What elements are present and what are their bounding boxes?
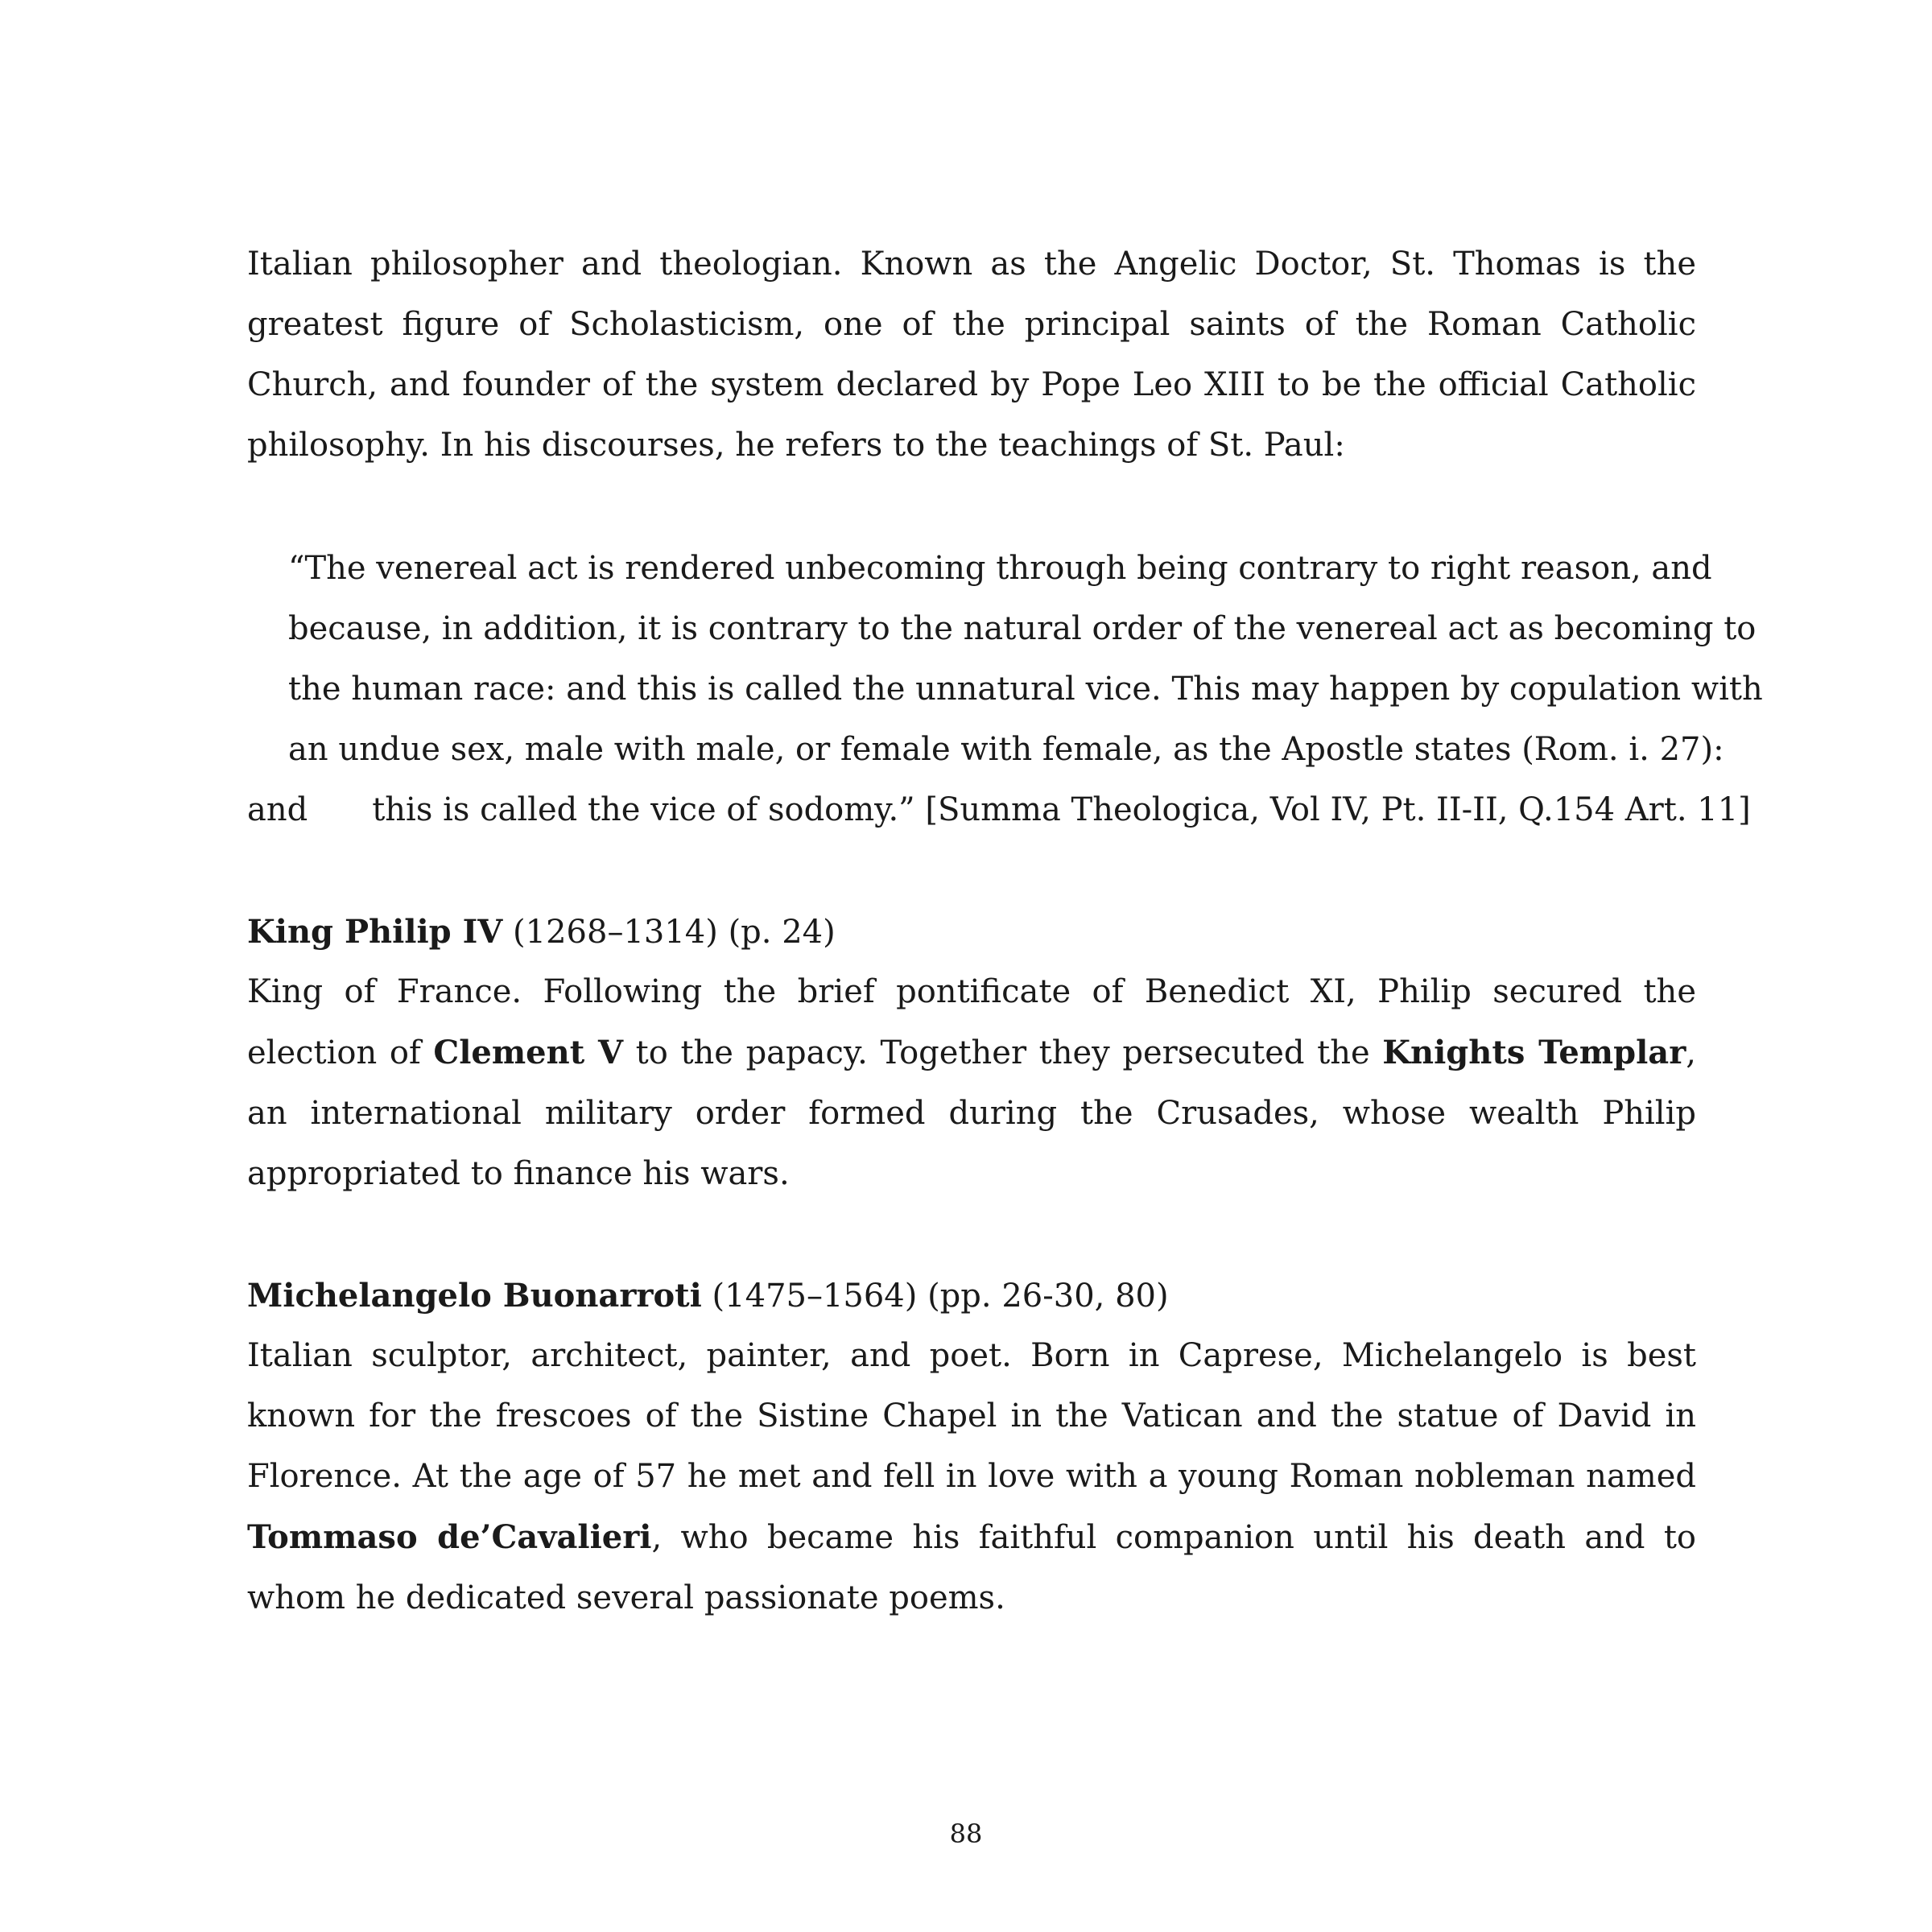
entry-body-michelangelo bbox=[247, 1326, 1696, 1629]
block-quote bbox=[247, 539, 1763, 840]
quote-line-3: the human race: and this is called the unnatural vice. This may happen by copulation with bbox=[288, 671, 1763, 708]
quote-line-4: an undue sex, male with male, or female with female, as the Apostle states (Rom. i. 27): bbox=[288, 731, 1724, 768]
entry-meta-philip: (1268–1314) (p. 24) bbox=[502, 914, 836, 951]
entry-name-michelangelo: Michelangelo Buonarroti bbox=[247, 1277, 702, 1315]
entry-heading-philip bbox=[247, 902, 1696, 963]
entry-body-michelangelo-part-1: Italian sculptor, architect, painter, and poet. Born in Caprese, Michelangelo is best known for the frescoes of the Sistine Chapel in the Vatican and the statue of David in Florence. At the age of 57 he met and fell in love with a young Roman nobleman named bbox=[247, 1337, 1696, 1495]
entry-body-philip-part-3: , an international military order formed during the Crusades, whose wealth Philip appropriated to finance his wars. bbox=[247, 1034, 1697, 1192]
entry-meta-michelangelo: (1475–1564) (pp. 26-30, 80) bbox=[701, 1278, 1169, 1315]
quote-line-1: “The venereal act is rendered unbecoming through being contrary to right reason, and bbox=[288, 550, 1712, 587]
entry-body-philip-part-2: to the papacy. Together they persecuted the bbox=[623, 1034, 1383, 1071]
page-number: 88 bbox=[949, 1818, 983, 1849]
entry-link-tommaso: Tommaso de’Cavalieri bbox=[247, 1518, 652, 1556]
entry-name-philip: King Philip IV bbox=[247, 913, 503, 951]
entry-body-philip-part-1: King of France. Following the brief pontificate of Benedict XI, Philip secured the election of bbox=[247, 973, 1696, 1071]
quote-line-5 bbox=[247, 780, 1751, 840]
intro-paragraph: Italian philosopher and theologian. Known as the Angelic Doctor, St. Thomas is the greatest figure of Scholasticism, one of the principal saints of the Roman Catholic Church, and founder of the system declared by Pope Leo XIII to be the official Catholic philosophy. In his discourses, he refers to the teachings of St. Paul: bbox=[247, 246, 1696, 464]
entry-body-philip bbox=[247, 962, 1696, 1204]
quote-line-5-lead: and bbox=[247, 791, 308, 828]
entry-body-michelangelo-part-2: , who became his faithful companion until his death and to whom he dedicated several passionate poems. bbox=[247, 1519, 1696, 1616]
entry-heading-michelangelo bbox=[247, 1265, 1696, 1327]
quote-line-2: because, in addition, it is contrary to the natural order of the venereal act as becoming to bbox=[288, 610, 1757, 647]
quote-line-5-rest: this is called the vice of sodomy.” [Summa Theologica, Vol IV, Pt. II-II, Q.154 Art. 11] bbox=[372, 791, 1751, 828]
entry-link-knights-templar: Knights Templar bbox=[1382, 1034, 1686, 1071]
entry-link-clement-v: Clement V bbox=[433, 1034, 624, 1071]
